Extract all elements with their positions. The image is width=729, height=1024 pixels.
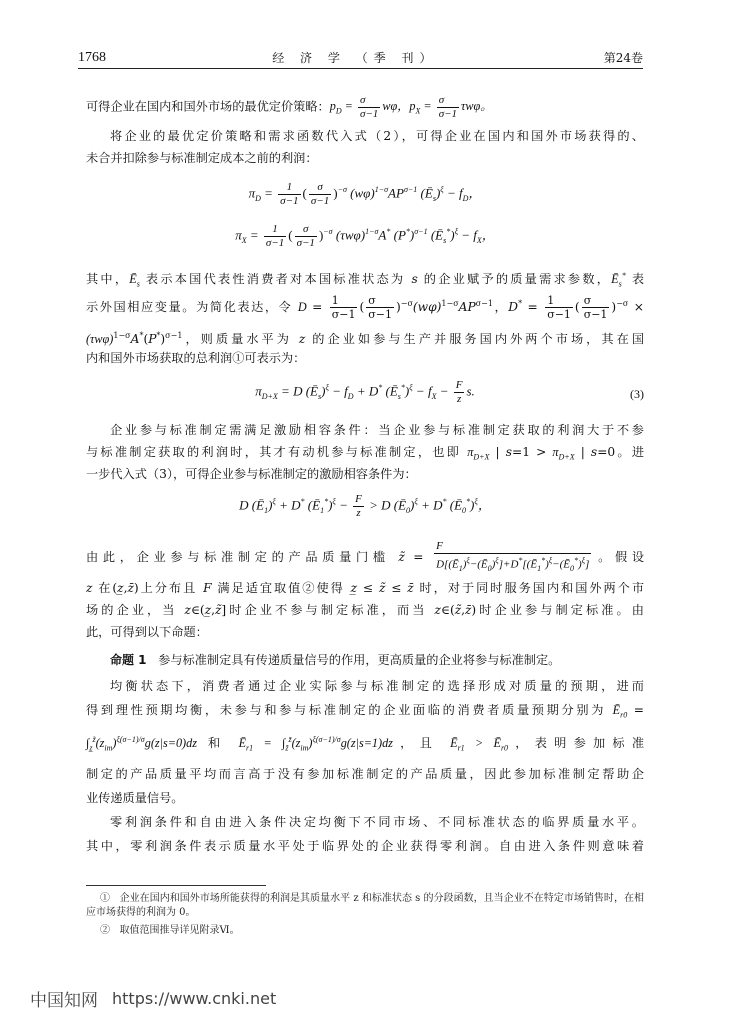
equation-number-3: (3): [630, 387, 644, 401]
proposition-label: 命题 1: [110, 653, 147, 667]
paragraph-pricing: [86, 94, 644, 122]
footnote-rule: [86, 885, 266, 886]
pricing-formula: $p_D$ = $\frac{\sigma}{\sigma-1}$ wφ，$p_X$ = $\frac{\sigma}{\sigma-1}$ τwφ。: [329, 94, 493, 120]
journal-name: 经 济 学 （季 刊）: [272, 51, 438, 65]
proposition-text: 参与标准制定具有传递质量信号的作用，更高质量的企业将参与标准制定。: [158, 653, 561, 667]
footnote-2-text: 取值范围推导详见附录Ⅵ。: [119, 925, 240, 936]
paragraph-threshold-3: 场的企业，当 z∈(z̲,z̃]时企业不参与制定标准，而当 z∈(z̃,z̄)时企业参与制定标准。由: [86, 603, 644, 617]
paragraph-equilibrium-5: 业传递质量信号。: [86, 791, 184, 805]
equation-pi-x: $\pi_X$ = $\frac{1}{\sigma-1}$ ( $\frac{\sigma}{\sigma-1}$ )$^{-\sigma}$ $(\tau w\varphi)^{1-\sigma}A^*$ $(P^*)^{\sigma-1}$ $(Ē_s^*)^\xi - f_X$，: [235, 222, 495, 249]
proposition-1: [86, 650, 644, 670]
paragraph-substitute: 将企业的最优定价策略和需求函数代入式（2），可得企业在国内和国外市场获得的、: [110, 129, 644, 143]
paragraph-equilibrium-3: $\int_{z̲}^{z̃}(z_{im})^{\xi(\sigma-1)/\sigma}g(z|s=0)dz$ 和 $Ē_{r1} = \int_{z̃}^{z̄}(z_{im})^{\xi(\sigma-1)/\sigma}g(z|s=1)dz$，且 $Ē_{r1}$ > $Ē_{r0}$，表明参加标准: [86, 735, 645, 753]
paragraph-definitions-3: $(\tau w\varphi)^{1-\sigma}A^*(P^*)^{\sigma-1}$，则质量水平为 z 的企业如参与生产并服务国内外两个市场，其在国: [86, 331, 645, 347]
paragraph-definitions: 其中，$Ē_s$ 表示本国代表性消费者对本国标准状态为 s 的企业赋予的质量需求参数，$Ē_s^*$ 表: [86, 271, 645, 289]
paragraph-equilibrium-2: 得到理性预期均衡，未参与和参与标准制定的企业面临的消费者质量预期分别为 $Ē_{r0}$ =: [86, 703, 644, 720]
equation-pi-d: $\pi_D$ = $\frac{1}{\sigma-1}$ ( $\frac{\sigma}{\sigma-1}$ )$^{-\sigma}$ $(w\varphi)^{1-\sigma}AP^{\sigma-1}$ $(Ē_s)^\xi - f_D$，: [248, 180, 482, 207]
paragraph-threshold-4: 此，可得到以下命题：: [86, 625, 208, 639]
footnote-1: [86, 892, 644, 920]
site-url[interactable]: https://www.cnki.net: [112, 988, 277, 1008]
footnote-1-mark: ①: [100, 893, 111, 904]
running-header: [78, 46, 643, 66]
cnki-watermark: [30, 986, 276, 1010]
footnote-2-mark: ②: [100, 925, 110, 936]
volume-label: 第24卷: [603, 51, 643, 65]
paragraph-threshold: 由此，企业参与标准制定的产品质量门槛 z̃ = $\frac{F}{D[(Ē_1)^\xi-(Ē_0)^\xi]+D^*[(Ē_1^*)^\xi-(Ē_0^*)^\xi]}$ 。假设: [86, 540, 645, 573]
footnote-2: [86, 924, 644, 938]
equation-incentive: D $(Ē_1)^\xi + D^*$ $(Ē_1^*)^\xi$ − $\frac{F}{z}$ > D $(Ē_0)^\xi + D^*$ $(Ē_0^*)^\xi$，: [239, 492, 491, 519]
paragraph-definitions-2: 示外国相应变量。为简化表达，令 D = $\frac{1}{\sigma-1}$ ( $\frac{\sigma}{\sigma-1}$ )$^{-\sigma}(w\varphi)^{1-\sigma}AP^{\sigma-1}$，D* = $\frac{1}{\sigma-1}$ ( $\frac{\sigma}{\sigma-1}$ )$^{-\sigma}$ ×: [86, 294, 645, 322]
paragraph-substitute-2: 未合并扣除参与标准制定成本之前的利润：: [86, 151, 318, 165]
paragraph-definitions-4: 内和国外市场获取的总利润①可表示为：: [86, 351, 306, 365]
paragraph-equilibrium-4: 制定的产品质量平均而言高于没有参加标准制定的产品质量，因此参加标准制定帮助企: [86, 767, 644, 781]
paragraph-zero-profit: 零利润条件和自由进入条件决定均衡下不同市场、不同标准状态的临界质量水平。: [110, 815, 644, 829]
paragraph-equilibrium: 均衡状态下，消费者通过企业实际参与标准制定的选择形成对质量的预期，进而: [110, 679, 644, 693]
header-rule: [78, 68, 643, 69]
site-name: 中国知网: [30, 990, 98, 1011]
paragraph-incentive: 企业参与标准制定需满足激励相容条件：当企业参与标准制定获取的利润大于不参: [110, 423, 644, 437]
equation-3: $\pi_{D+X} = D$ $(Ē_s)^\xi - f_D + D^*$ $(Ē_s^*)^\xi - f_X$ − $\frac{F}{z}$ s. (3): [255, 378, 644, 405]
paragraph-incentive-3: 一步代入式（3），可得企业参与标准制定的激励相容条件为：: [86, 467, 417, 481]
paragraph-incentive-2: 与标准制定获取的利润时，其才有动机参与标准制定，也即 $\pi_{D+X}$ | $s=1 > \pi_{D+X}$ | s=0。进: [86, 445, 645, 462]
pricing-text: 可得企业在国内和国外市场的最优定价策略：: [86, 99, 330, 114]
paragraph-zero-profit-2: 其中，零利润条件表示质量水平处于临界处的企业获得零利润。自由进入条件则意味着: [86, 839, 644, 853]
footnote-1-text: 企业在国内和国外市场所能获得的利润是其质量水平 z 和标准状态 s 的分段函数，且当企业不在特定市场销售时，在相应市场获得的利润为 0。: [86, 893, 644, 918]
page-number: 1768: [78, 50, 106, 65]
paragraph-threshold-2: z 在(z̲,z̄)上分布且 F 满足适宜取值②使得 z̲ ≤ z̃ ≤ z̄ 时，对于同时服务国内和国外两个市: [86, 581, 645, 595]
